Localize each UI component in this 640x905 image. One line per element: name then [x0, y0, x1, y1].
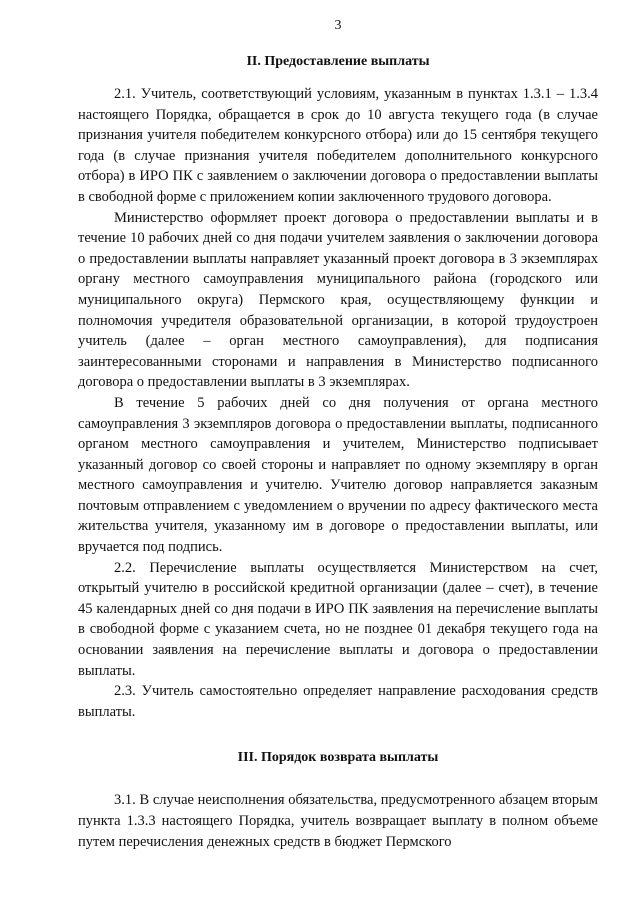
- paragraph-3-1: 3.1. В случае неисполнения обязательства, предусмотренного абзацем вторым пункта 1.3.3 настоящего Порядка, учитель возвращает выплату в полном объеме путем перечисления денежных средств в бюджет Пермского: [78, 792, 598, 850]
- page-number: 3: [334, 18, 342, 33]
- section-heading-provision: II. Предоставление выплаты: [246, 54, 430, 69]
- paragraph-signing: В течение 5 рабочих дней со дня получения от органа местного самоуправления 3 экземпляров договора о предоставлении выплаты, подписанного органом местного самоуправления и учителем, Министерство подписывает указанный договор со своей стороны и направляет по одному экземпляру в орган местного самоуправления и учителю. Учителю договор направляется заказным почтовым отправлением с уведомлением о вручении по адресу фактического места жительства учителя, указанному им в договоре о предоставлении выплаты, или вручается под подпись.: [78, 394, 598, 556]
- paragraph-2-3: 2.3. Учитель самостоятельно определяет направление расходования средств выплаты.: [78, 683, 598, 720]
- paragraph-2-1: 2.1. Учитель, соответствующий условиям, указанным в пунктах 1.3.1 – 1.3.4 настоящего Порядка, обращается в срок до 10 августа текущего года (в случае признания учителя победителем конкурсного отбора) или до 15 сентября текущего года (в случае признания учителя победителем дополнительного конкурсного отбора) в ИРО ПК с заявлением о заключении договора о предоставлении выплаты в свободной форме с приложением копии заключенного трудового договора.: [78, 86, 598, 205]
- paragraph-ministry-draft: Министерство оформляет проект договора о предоставлении выплаты и в течение 10 рабочих дней со дня подачи учителем заявления о заключении договора о предоставлении выплаты направляет указанный проект договора в 3 экземплярах органу местного самоуправления муниципального района (городского или муниципального округа) Пермского края, осуществляющему функции и полномочия учредителя образовательной организации, в которой трудоустроен учитель (далее – орган местного самоуправления), для подписания заинтересованными сторонами и направления в Министерство подписанного договора о предоставлении выплаты в 3 экземплярах.: [78, 209, 598, 391]
- section-heading-return: III. Порядок возврата выплаты: [237, 750, 439, 766]
- paragraph-2-2: 2.2. Перечисление выплаты осуществляется Министерством на счет, открытый учителю в российской кредитной организации (далее – счет), в течение 45 календарных дней со дня подачи в ИРО ПК заявления на перечисление выплаты в свободной форме с указанием счета, но не позднее 01 декабря текущего года на основании заявления на перечисление выплаты и договора о предоставлении выплаты.: [78, 559, 598, 679]
